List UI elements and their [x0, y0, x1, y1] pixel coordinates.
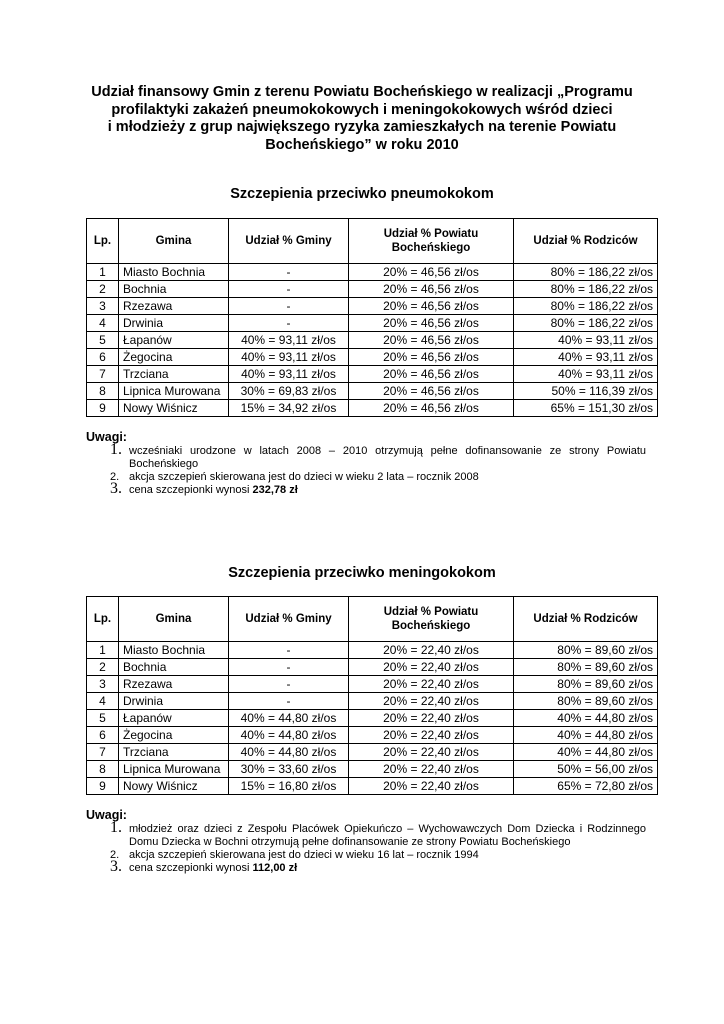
cell-lp: 2 — [87, 281, 119, 298]
cell-udzial-gminy: 30% = 69,83 zł/os — [229, 383, 349, 400]
table-row — [87, 315, 658, 332]
note-text-body: cena szczepionki wynosi — [129, 862, 253, 874]
cell-udzial-gminy: 40% = 44,80 zł/os — [229, 744, 349, 761]
table-row — [87, 349, 658, 366]
table-row — [87, 693, 658, 710]
cell-udzial-powiatu: 20% = 22,40 zł/os — [349, 693, 514, 710]
title-line: Udział finansowy Gmin z terenu Powiatu Bocheńskiego w realizacji „Programu — [91, 84, 633, 100]
note-text-body: akcja szczepień skierowana jest do dzieci w wieku 2 lata – rocznik 2008 — [129, 471, 479, 483]
cell-lp: 8 — [87, 761, 119, 778]
cell-lp: 5 — [87, 332, 119, 349]
cell-udzial-powiatu: 20% = 22,40 zł/os — [349, 676, 514, 693]
table-row — [87, 366, 658, 383]
note-price: 112,00 zł — [252, 862, 298, 874]
cell-udzial-powiatu: 20% = 22,40 zł/os — [349, 727, 514, 744]
col-header-rodzicow: Udział % Rodziców — [514, 597, 658, 642]
col-header-gmina: Gmina — [119, 219, 229, 264]
table-row — [87, 761, 658, 778]
cell-gmina: Łapanów — [119, 332, 229, 349]
note-number: 3. — [110, 858, 122, 875]
cell-udzial-gminy: 40% = 44,80 zł/os — [229, 727, 349, 744]
cell-udzial-powiatu: 20% = 46,56 zł/os — [349, 332, 514, 349]
cell-udzial-powiatu: 20% = 46,56 zł/os — [349, 383, 514, 400]
cell-udzial-gminy: 15% = 16,80 zł/os — [229, 778, 349, 795]
cell-lp: 7 — [87, 366, 119, 383]
note-price: 232,78 zł — [252, 484, 298, 496]
cell-udzial-gminy: 40% = 93,11 zł/os — [229, 332, 349, 349]
cell-gmina: Trzciana — [119, 366, 229, 383]
cell-udzial-powiatu: 20% = 46,56 zł/os — [349, 281, 514, 298]
cell-lp: 4 — [87, 693, 119, 710]
cell-udzial-rodzicow: 80% = 89,60 zł/os — [514, 659, 658, 676]
col-header-powiatu: Udział % Powiatu Bocheńskiego — [349, 219, 514, 264]
table-row — [87, 659, 658, 676]
note-item — [86, 849, 646, 862]
cell-udzial-gminy: 40% = 93,11 zł/os — [229, 349, 349, 366]
cell-udzial-powiatu: 20% = 22,40 zł/os — [349, 659, 514, 676]
note-number: 3. — [110, 480, 122, 497]
note-item — [86, 858, 646, 875]
cell-udzial-gminy: 40% = 93,11 zł/os — [229, 366, 349, 383]
note-number: 2. — [110, 849, 120, 861]
table-row — [87, 332, 658, 349]
cell-udzial-rodzicow: 40% = 44,80 zł/os — [514, 710, 658, 727]
note-text — [129, 849, 646, 862]
title-line: Bocheńskiego” w roku 2010 — [265, 136, 459, 153]
note-number: 2. — [110, 471, 120, 483]
col-header-gmina: Gmina — [119, 597, 229, 642]
table-row — [87, 383, 658, 400]
cell-lp: 6 — [87, 727, 119, 744]
cell-lp: 3 — [87, 676, 119, 693]
note-text — [129, 471, 646, 484]
note-text — [129, 862, 646, 875]
table-row — [87, 642, 658, 659]
cell-udzial-powiatu: 20% = 46,56 zł/os — [349, 400, 514, 417]
title-line: profilaktyki zakażeń pneumokokowych i meningokokowych wśród dzieci — [111, 101, 613, 118]
note-item — [86, 441, 646, 471]
cell-gmina: Rzezawa — [119, 676, 229, 693]
cell-gmina: Drwinia — [119, 315, 229, 332]
cell-udzial-powiatu: 20% = 22,40 zł/os — [349, 642, 514, 659]
col-header-gminy: Udział % Gminy — [229, 597, 349, 642]
cell-udzial-rodzicow: 40% = 93,11 zł/os — [514, 366, 658, 383]
cell-gmina: Żegocina — [119, 727, 229, 744]
cell-udzial-gminy: - — [229, 676, 349, 693]
cell-udzial-rodzicow: 40% = 44,80 zł/os — [514, 744, 658, 761]
cell-udzial-rodzicow: 65% = 72,80 zł/os — [514, 778, 658, 795]
cell-lp: 2 — [87, 659, 119, 676]
note-text-body: cena szczepionki wynosi — [129, 484, 253, 496]
cell-udzial-rodzicow: 80% = 89,60 zł/os — [514, 676, 658, 693]
note-text-body: wcześniaki urodzone w latach 2008 – 2010 otrzymują pełne dofinansowanie ze strony Powiatu Bocheńskiego — [129, 445, 646, 470]
note-item — [86, 819, 646, 849]
mening-table — [86, 596, 658, 795]
cell-udzial-rodzicow: 80% = 89,60 zł/os — [514, 693, 658, 710]
cell-udzial-rodzicow: 80% = 186,22 zł/os — [514, 298, 658, 315]
cell-udzial-rodzicow: 80% = 186,22 zł/os — [514, 281, 658, 298]
table-header-row — [87, 219, 658, 264]
cell-udzial-powiatu: 20% = 46,56 zł/os — [349, 298, 514, 315]
cell-udzial-powiatu: 20% = 22,40 zł/os — [349, 744, 514, 761]
notes-label: Uwagi: — [86, 430, 127, 444]
cell-lp: 9 — [87, 778, 119, 795]
cell-gmina: Bochnia — [119, 659, 229, 676]
note-text — [129, 445, 646, 471]
pneumo-notes — [86, 430, 646, 497]
pneumo-table — [86, 218, 658, 417]
table-row — [87, 778, 658, 795]
note-item — [86, 471, 646, 484]
cell-udzial-powiatu: 20% = 46,56 zł/os — [349, 349, 514, 366]
col-header-powiatu: Udział % Powiatu Bocheńskiego — [349, 597, 514, 642]
col-header-lp: Lp. — [87, 597, 119, 642]
cell-gmina: Nowy Wiśnicz — [119, 400, 229, 417]
cell-udzial-powiatu: 20% = 46,56 zł/os — [349, 366, 514, 383]
table-row — [87, 264, 658, 281]
cell-udzial-rodzicow: 50% = 56,00 zł/os — [514, 761, 658, 778]
note-text-body: akcja szczepień skierowana jest do dzieci w wieku 16 lat – rocznik 1994 — [129, 849, 479, 861]
mening-heading: Szczepienia przeciwko meningokokom — [228, 565, 496, 581]
cell-gmina: Lipnica Murowana — [119, 383, 229, 400]
cell-udzial-rodzicow: 65% = 151,30 zł/os — [514, 400, 658, 417]
note-number: 1. — [110, 819, 122, 836]
table-row — [87, 400, 658, 417]
cell-udzial-gminy: - — [229, 693, 349, 710]
cell-lp: 1 — [87, 642, 119, 659]
cell-udzial-gminy: - — [229, 298, 349, 315]
cell-udzial-rodzicow: 50% = 116,39 zł/os — [514, 383, 658, 400]
cell-lp: 8 — [87, 383, 119, 400]
cell-udzial-powiatu: 20% = 46,56 zł/os — [349, 264, 514, 281]
cell-udzial-gminy: - — [229, 659, 349, 676]
table-header-row — [87, 597, 658, 642]
cell-udzial-gminy: 15% = 34,92 zł/os — [229, 400, 349, 417]
cell-gmina: Drwinia — [119, 693, 229, 710]
cell-udzial-gminy: 40% = 44,80 zł/os — [229, 710, 349, 727]
cell-gmina: Nowy Wiśnicz — [119, 778, 229, 795]
cell-gmina: Lipnica Murowana — [119, 761, 229, 778]
cell-udzial-rodzicow: 80% = 89,60 zł/os — [514, 642, 658, 659]
cell-udzial-powiatu: 20% = 22,40 zł/os — [349, 778, 514, 795]
notes-label: Uwagi: — [86, 808, 127, 822]
note-number: 1. — [110, 441, 122, 458]
cell-gmina: Trzciana — [119, 744, 229, 761]
note-text — [129, 484, 646, 497]
cell-gmina: Rzezawa — [119, 298, 229, 315]
cell-lp: 7 — [87, 744, 119, 761]
cell-lp: 4 — [87, 315, 119, 332]
note-text-body: młodzież oraz dzieci z Zespołu Placówek Opiekuńczo – Wychowawczych Dom Dziecka i Rodzinnego Domu Dziecka w Bochni otrzymują pełne dofinansowanie ze strony Powiatu Bocheńskiego — [129, 823, 646, 848]
cell-lp: 3 — [87, 298, 119, 315]
cell-gmina: Miasto Bochnia — [119, 264, 229, 281]
cell-udzial-rodzicow: 40% = 44,80 zł/os — [514, 727, 658, 744]
pneumo-heading: Szczepienia przeciwko pneumokokom — [230, 186, 494, 202]
table-row — [87, 710, 658, 727]
cell-lp: 5 — [87, 710, 119, 727]
title-line: i młodzieży z grup największego ryzyka zamieszkałych na terenie Powiatu — [107, 119, 617, 135]
table-row — [87, 676, 658, 693]
cell-udzial-powiatu: 20% = 22,40 zł/os — [349, 761, 514, 778]
col-header-lp: Lp. — [87, 219, 119, 264]
cell-gmina: Miasto Bochnia — [119, 642, 229, 659]
cell-udzial-rodzicow: 80% = 186,22 zł/os — [514, 315, 658, 332]
table-row — [87, 727, 658, 744]
note-text — [129, 823, 646, 849]
mening-notes — [86, 808, 646, 875]
col-header-gminy: Udział % Gminy — [229, 219, 349, 264]
cell-udzial-gminy: - — [229, 264, 349, 281]
cell-udzial-gminy: - — [229, 281, 349, 298]
table-row — [87, 281, 658, 298]
cell-udzial-rodzicow: 80% = 186,22 zł/os — [514, 264, 658, 281]
cell-gmina: Bochnia — [119, 281, 229, 298]
note-item — [86, 480, 646, 497]
cell-udzial-rodzicow: 40% = 93,11 zł/os — [514, 349, 658, 366]
cell-udzial-gminy: - — [229, 642, 349, 659]
table-row — [87, 744, 658, 761]
cell-lp: 1 — [87, 264, 119, 281]
cell-udzial-gminy: - — [229, 315, 349, 332]
cell-lp: 6 — [87, 349, 119, 366]
cell-udzial-gminy: 30% = 33,60 zł/os — [229, 761, 349, 778]
table-row — [87, 298, 658, 315]
cell-lp: 9 — [87, 400, 119, 417]
cell-udzial-powiatu: 20% = 22,40 zł/os — [349, 710, 514, 727]
cell-udzial-rodzicow: 40% = 93,11 zł/os — [514, 332, 658, 349]
cell-gmina: Łapanów — [119, 710, 229, 727]
cell-udzial-powiatu: 20% = 46,56 zł/os — [349, 315, 514, 332]
col-header-rodzicow: Udział % Rodziców — [514, 219, 658, 264]
cell-gmina: Żegocina — [119, 349, 229, 366]
document-title — [70, 84, 654, 154]
